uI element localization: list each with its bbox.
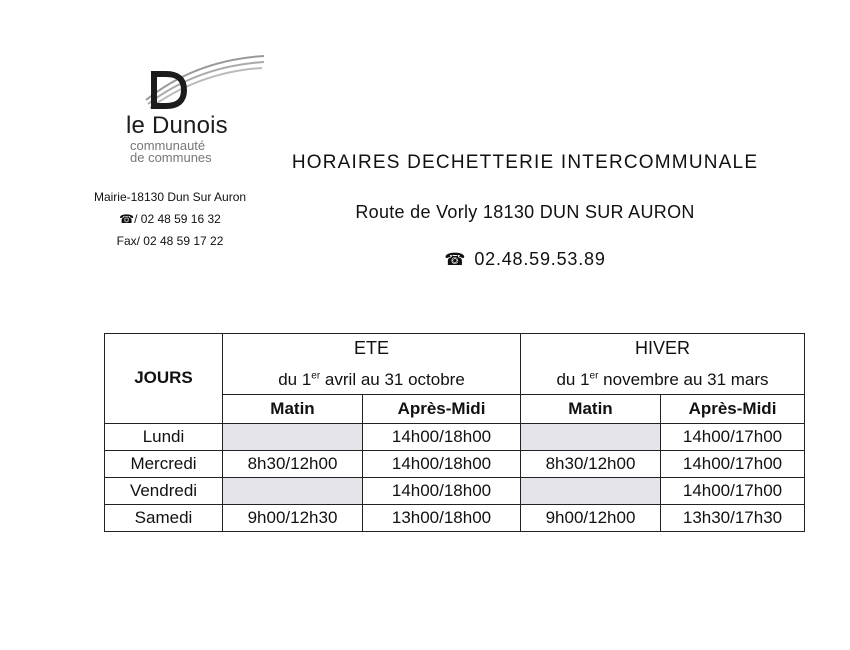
- site-address: Route de Vorly 18130 DUN SUR AURON: [355, 202, 695, 222]
- day-cell: Vendredi: [105, 477, 223, 504]
- day-cell: Lundi: [105, 423, 223, 450]
- page-title: HORAIRES DECHETTERIE INTERCOMMUNALE: [291, 152, 759, 173]
- summer-label: ETE: [353, 338, 389, 358]
- winter-morning-cell: 8h30/12h00: [521, 450, 661, 477]
- day-cell: Mercredi: [105, 450, 223, 477]
- table-row: [105, 504, 805, 531]
- summer-morning-cell: [223, 477, 363, 504]
- summer-afternoon-cell: 14h00/18h00: [363, 423, 521, 450]
- summer-morning-header: Matin: [223, 394, 363, 423]
- site-phone: [265, 249, 785, 270]
- winter-afternoon-header: Après-Midi: [661, 394, 805, 423]
- winter-morning-cell: [521, 423, 661, 450]
- winter-afternoon-cell: 13h30/17h30: [661, 504, 805, 531]
- summer-period-prefix: du 1: [278, 369, 312, 389]
- summer-period-suffix: avril au 31 octobre: [320, 369, 465, 389]
- table-row: [105, 477, 805, 504]
- table-row: [105, 450, 805, 477]
- phone-number: 02 48 59 16 32: [140, 212, 221, 226]
- winter-label: HIVER: [634, 338, 690, 358]
- summer-header: [223, 334, 521, 395]
- summer-afternoon-header: Après-Midi: [363, 394, 521, 423]
- contact-fax: Fax/ 02 48 59 17 22: [116, 234, 224, 248]
- phone-label: ☎/: [119, 212, 138, 226]
- contact-address: Mairie-18130 Dun Sur Auron: [93, 190, 247, 204]
- brand-subtitle: [130, 140, 270, 164]
- summer-period-sup: er: [311, 370, 321, 381]
- summer-afternoon-cell: 14h00/18h00: [363, 450, 521, 477]
- summer-afternoon-cell: 13h00/18h00: [363, 504, 521, 531]
- telephone-icon: ☎: [444, 250, 467, 269]
- winter-afternoon-cell: 14h00/17h00: [661, 477, 805, 504]
- season-header-row: [105, 334, 805, 395]
- winter-morning-cell: [521, 477, 661, 504]
- winter-period-sup: er: [589, 370, 599, 381]
- days-header: JOURS: [105, 334, 223, 424]
- brand-subtitle-line2: de communes: [130, 150, 212, 165]
- site-phone-number: 02.48.59.53.89: [474, 249, 606, 269]
- winter-morning-cell: 9h00/12h00: [521, 504, 661, 531]
- header: [265, 152, 785, 270]
- contact-block: [70, 186, 270, 252]
- winter-morning-header: Matin: [521, 394, 661, 423]
- winter-period-prefix: du 1: [556, 369, 590, 389]
- contact-phone: [70, 208, 270, 230]
- summer-period: [278, 370, 465, 389]
- winter-period: [556, 370, 768, 389]
- brand-subtitle-line1: communauté: [130, 138, 206, 153]
- schedule-table: [104, 333, 805, 532]
- day-cell: Samedi: [105, 504, 223, 531]
- brand-name: le Dunois: [126, 112, 228, 139]
- summer-morning-cell: [223, 423, 363, 450]
- winter-afternoon-cell: 14h00/17h00: [661, 423, 805, 450]
- summer-morning-cell: 8h30/12h00: [223, 450, 363, 477]
- summer-morning-cell: 9h00/12h30: [223, 504, 363, 531]
- dunois-logo-icon: [126, 52, 266, 112]
- winter-period-suffix: novembre au 31 mars: [598, 369, 769, 389]
- winter-header: [521, 334, 805, 395]
- table-row: [105, 423, 805, 450]
- summer-afternoon-cell: 14h00/18h00: [363, 477, 521, 504]
- winter-afternoon-cell: 14h00/17h00: [661, 450, 805, 477]
